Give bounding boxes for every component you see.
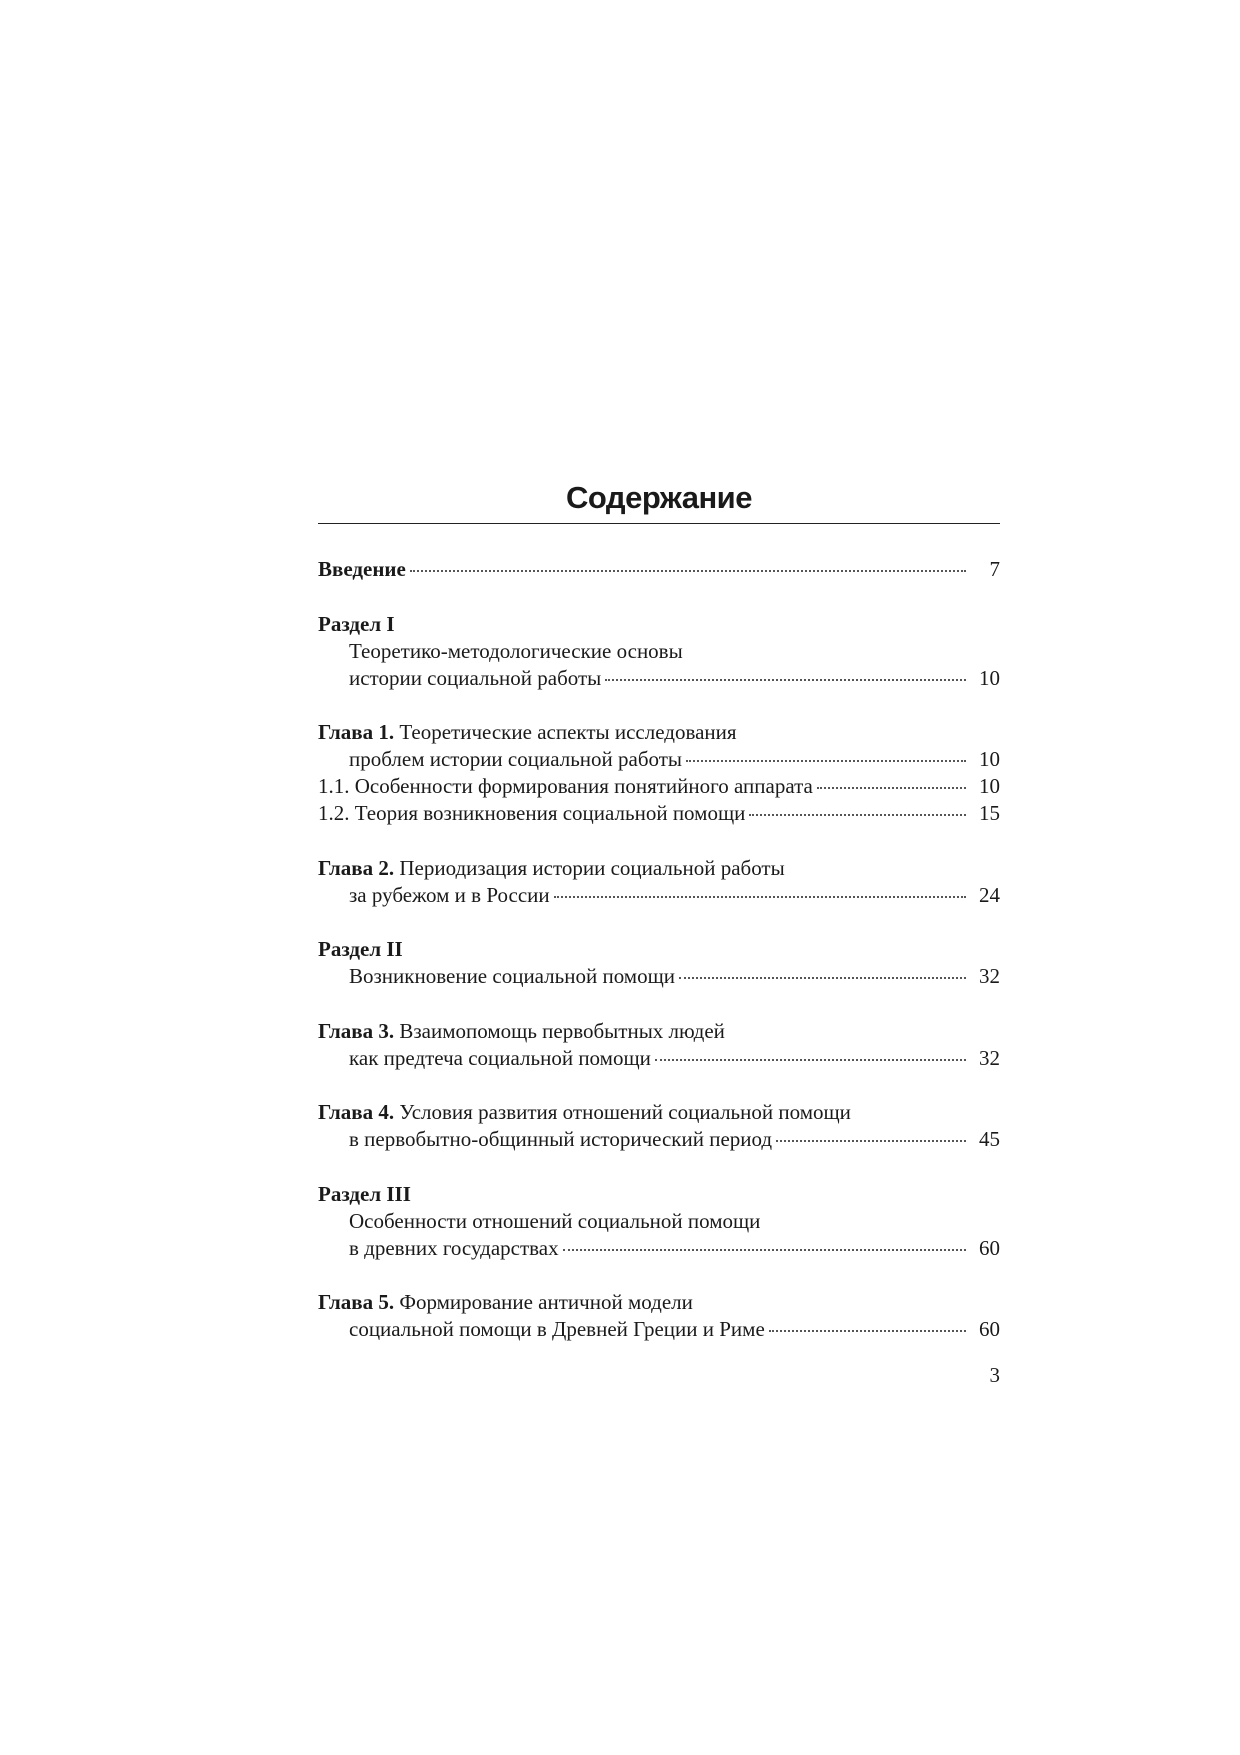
dot-leader xyxy=(554,896,966,898)
dot-leader xyxy=(605,679,966,681)
toc-chapter-2-text2: за рубежом и в России xyxy=(349,882,550,907)
dot-leader xyxy=(817,787,966,789)
page-title: Содержание xyxy=(566,480,752,515)
toc-chapter-1-prefix: Глава 1. xyxy=(318,720,395,744)
toc-chapter-4-prefix: Глава 4. xyxy=(318,1100,395,1124)
toc-chapter-4-page: 45 xyxy=(979,1127,1000,1151)
dot-leader xyxy=(749,814,966,816)
toc-chapter-4-line1 xyxy=(318,1099,1000,1126)
toc-1-2-page: 15 xyxy=(979,801,1000,825)
toc-1-2-label: 1.2. Теория возникновения социальной помощи xyxy=(318,801,746,825)
toc-chapter-1-text2: проблем истории социальной работы xyxy=(349,747,683,771)
toc-chapter-2-page: 24 xyxy=(979,882,1000,907)
toc-entry-intro[interactable] xyxy=(318,556,1000,583)
toc-section-2-heading xyxy=(318,936,1000,963)
toc-chapter-2-line1 xyxy=(318,855,1000,882)
toc-chapter-4-text1: Условия развития отношений социальной помощи xyxy=(394,1100,851,1124)
toc-entry-chapter-5[interactable] xyxy=(318,1316,1000,1343)
toc-section-2-text1: Возникновение социальной помощи xyxy=(349,964,676,988)
page-number: 3 xyxy=(989,1363,1000,1387)
toc-chapter-3-page: 32 xyxy=(979,1045,1000,1070)
toc-section-1-label: Раздел I xyxy=(318,611,395,636)
toc-chapter-2-prefix: Глава 2. xyxy=(318,855,395,880)
toc-chapter-5-line1 xyxy=(318,1289,1000,1316)
toc-section-1-text1: Теоретико-методологические основы xyxy=(349,638,683,663)
toc-entry-chapter-1[interactable] xyxy=(318,746,1000,773)
table-of-contents xyxy=(318,556,1000,1343)
toc-chapter-3-prefix: Глава 3. xyxy=(318,1018,395,1043)
toc-section-2-label: Раздел II xyxy=(318,937,403,961)
toc-1-1-label: 1.1. Особенности формирования понятийного аппарата xyxy=(318,774,813,798)
toc-chapter-1-page: 10 xyxy=(979,747,1000,771)
dot-leader xyxy=(686,760,966,762)
toc-intro-label: Введение xyxy=(318,557,406,581)
dot-leader xyxy=(410,570,966,572)
toc-chapter-5-prefix: Глава 5. xyxy=(318,1290,395,1314)
dot-leader xyxy=(769,1330,966,1332)
toc-1-1-page: 10 xyxy=(979,774,1000,798)
toc-chapter-5-text2: социальной помощи в Древней Греции и Риме xyxy=(349,1317,765,1341)
toc-section-3-page: 60 xyxy=(979,1235,1000,1260)
toc-section-1-text2: истории социальной работы xyxy=(349,665,602,690)
toc-section-1-heading xyxy=(318,611,1000,638)
toc-section-3-text1: Особенности отношений социальной помощи xyxy=(349,1208,761,1233)
dot-leader xyxy=(563,1249,966,1251)
toc-chapter-5-text1: Формирование античной модели xyxy=(394,1290,693,1314)
toc-chapter-3-text1: Взаимопомощь первобытных людей xyxy=(394,1018,725,1043)
toc-section-3-line1 xyxy=(318,1208,1000,1235)
dot-leader xyxy=(679,977,966,979)
toc-entry-1-1[interactable] xyxy=(318,773,1000,800)
toc-section-1-page: 10 xyxy=(979,665,1000,690)
toc-chapter-2-text1: Периодизация истории социальной работы xyxy=(394,855,785,880)
dot-leader xyxy=(776,1140,966,1142)
toc-entry-section-2[interactable] xyxy=(318,963,1000,990)
toc-section-1-line1 xyxy=(318,638,1000,665)
toc-entry-chapter-2[interactable] xyxy=(318,882,1000,909)
toc-entry-chapter-3[interactable] xyxy=(318,1045,1000,1072)
toc-chapter-3-line1 xyxy=(318,1018,1000,1045)
toc-chapter-4-text2: в первобытно-общинный исторический период xyxy=(349,1127,773,1151)
toc-entry-chapter-4[interactable] xyxy=(318,1126,1000,1153)
toc-section-3-heading xyxy=(318,1181,1000,1208)
title-rule xyxy=(318,523,1000,524)
toc-section-2-page: 32 xyxy=(979,964,1000,988)
toc-chapter-3-text2: как предтеча социальной помощи xyxy=(349,1045,651,1070)
dot-leader xyxy=(655,1059,966,1061)
toc-chapter-1-text1: Теоретические аспекты исследования xyxy=(394,720,737,744)
toc-entry-section-1[interactable] xyxy=(318,665,1000,692)
toc-chapter-1-line1 xyxy=(318,719,1000,746)
toc-chapter-5-page: 60 xyxy=(979,1317,1000,1341)
toc-entry-section-3[interactable] xyxy=(318,1235,1000,1262)
toc-entry-1-2[interactable] xyxy=(318,800,1000,827)
toc-section-3-text2: в древних государствах xyxy=(349,1235,559,1260)
toc-section-3-label: Раздел III xyxy=(318,1181,411,1206)
toc-intro-page: 7 xyxy=(989,557,1000,581)
